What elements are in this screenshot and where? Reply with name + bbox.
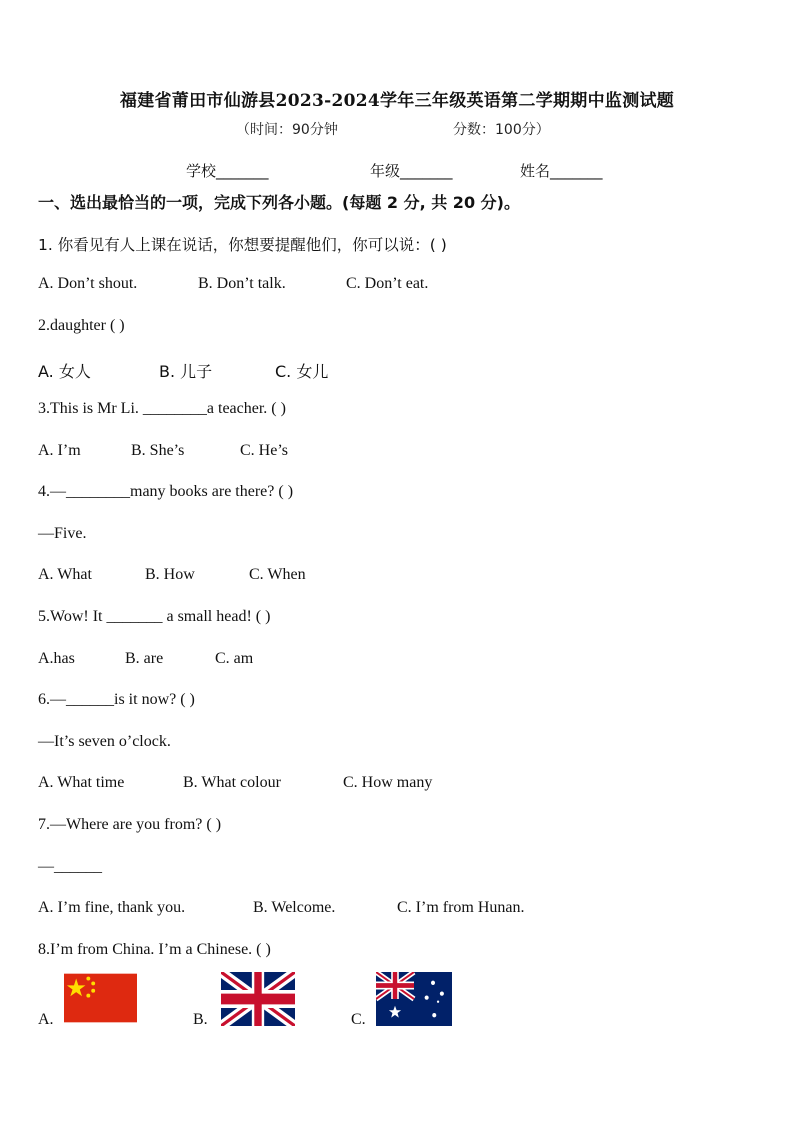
question-4-option-b: B. How <box>145 566 195 583</box>
question-1-option-a: A. Don’t shout. <box>38 275 138 292</box>
question-8-option-b: B. <box>193 1011 208 1028</box>
uk-flag-icon <box>221 972 295 1026</box>
question-2-option-a: A. 女人 <box>38 362 91 381</box>
exam-time: （时间：90分钟 <box>236 122 338 138</box>
question-6-option-c: C. How many <box>343 774 433 791</box>
question-4-option-a: A. What <box>38 566 92 583</box>
question-2-stem: 2.daughter ( ) <box>38 317 125 334</box>
question-4-stem: 4.—________many books are there? ( ) <box>38 483 294 500</box>
question-1-stem: 1. 你看见有人上课在说话，你想要提醒他们，你可以说：( ) <box>38 236 447 254</box>
question-3-option-b: B. She’s <box>131 442 185 459</box>
question-5-stem: 5.Wow! It _______ a small head! ( ) <box>38 608 271 625</box>
question-6-option-a: A. What time <box>38 774 125 791</box>
question-1-option-c: C. Don’t eat. <box>346 275 429 292</box>
question-4-reply: —Five. <box>38 525 87 542</box>
question-6-option-b: B. What colour <box>183 774 281 791</box>
question-2-option-c: C. 女儿 <box>275 362 329 381</box>
question-3-stem: 3.This is Mr Li. ________a teacher. ( ) <box>38 400 286 417</box>
question-8-stem: 8.I’m from China. I’m a Chinese. ( ) <box>38 941 271 958</box>
australia-flag-icon <box>376 972 452 1026</box>
question-5-option-b: B. are <box>125 650 164 667</box>
question-6-reply: —It’s seven o’clock. <box>38 733 171 750</box>
section-heading: 一、选出最恰当的一项，完成下列各小题。(每题 2 分, 共 20 分)。 <box>38 193 520 212</box>
question-7-option-c: C. I’m from Hunan. <box>397 899 525 916</box>
question-7-option-b: B. Welcome. <box>253 899 336 916</box>
question-5-option-a: A.has <box>38 650 75 667</box>
question-7-option-a: A. I’m fine, thank you. <box>38 899 186 916</box>
question-7-reply: —______ <box>38 858 102 875</box>
question-8-option-c: C. <box>351 1011 366 1028</box>
name-field: 姓名_______ <box>520 162 603 180</box>
china-flag-icon <box>64 972 137 1024</box>
question-8-option-a: A. <box>38 1011 54 1028</box>
question-6-stem: 6.—______is it now? ( ) <box>38 691 195 708</box>
question-3-option-c: C. He’s <box>240 442 288 459</box>
exam-title: 福建省莆田市仙游县2023-2024学年三年级英语第二学期期中监测试题 <box>119 91 675 111</box>
question-4-option-c: C. When <box>249 566 306 583</box>
question-3-option-a: A. I’m <box>38 442 81 459</box>
question-1-option-b: B. Don’t talk. <box>198 275 286 292</box>
question-5-option-c: C. am <box>215 650 254 667</box>
question-7-stem: 7.—Where are you from? ( ) <box>38 816 222 833</box>
exam-score: 分数：100分） <box>453 122 550 138</box>
school-field: 学校_______ <box>186 162 269 180</box>
question-2-option-b: B. 儿子 <box>159 362 213 381</box>
grade-field: 年级_______ <box>370 162 453 180</box>
